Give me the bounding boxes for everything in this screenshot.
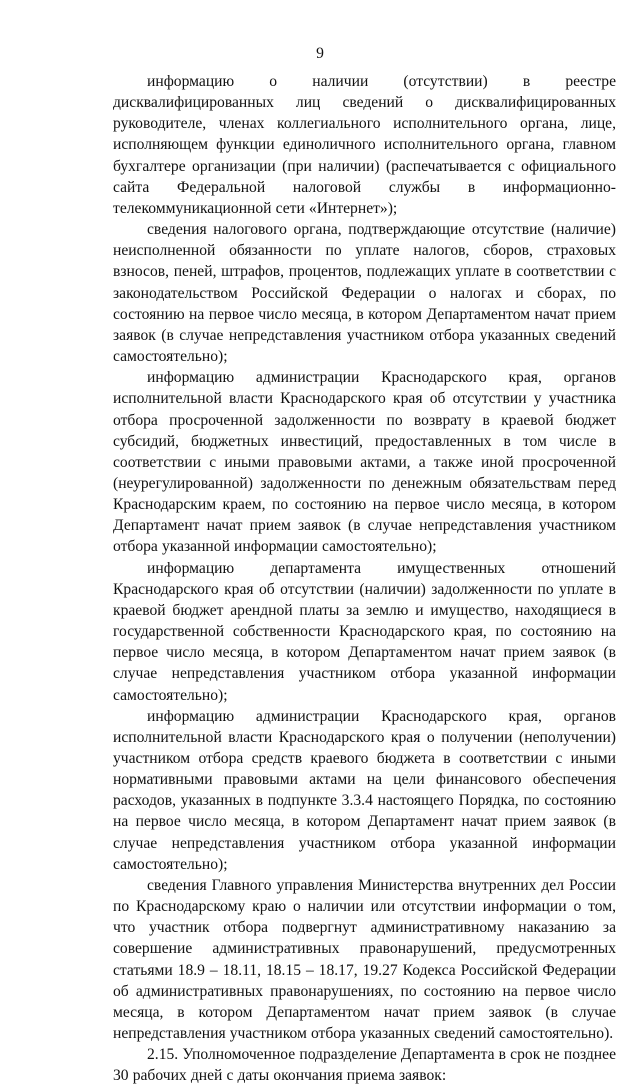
paragraph-overdue-debt: информацию администрации Краснодарского края, органов исполнительной власти Краснодарского края об отсутствии у участника отбора просроченной задолженности по возврату в краевой бюджет субсидий, бюджетных инвестиций, предоставленных в том числе в соответствии с иными правовыми актами, а также иной просроченной (неурегулированной) задолженности по денежным обязательствам перед Краснодарским краем, по состоянию на первое число месяца, в котором Департамент начат прием заявок (в случае непредставления участником отбора указанной информации самостоятельно); xyxy=(113,369,616,556)
paragraph-tax-authority: сведения налогового органа, подтверждающие отсутствие (наличие) неисполненной обязанности по уплате налогов, сборов, страховых взносов, пеней, штрафов, процентов, подлежащих уплате в соответствии с законодательством Российской Федерации о налогах и сборах, по состоянию на первое число месяца, в котором Департаментом начат прием заявок (в случае непредставления участником отбора указанных сведений самостоятельно); xyxy=(113,221,616,366)
paragraph-clause-2-15: 2.15. Уполномоченное подразделение Департамента в срок не позднее 30 рабочих дней с даты окончания приема заявок: xyxy=(113,1046,616,1085)
paragraph-interior-ministry: сведения Главного управления Министерства внутренних дел России по Краснодарскому краю о наличии или отсутствии информации о том, что участник отбора подвергнут административному наказанию за совершение административных правонарушений, предусмотренных статьями 18.9 – 18.11, 18.15 – 18.17, 19.27 Кодекса Российской Федерации об административных правонарушениях, по состоянию на первое число месяца, в котором Департаментом начат прием заявок (в случае непредставления участником отбора указанных сведений самостоятельно). xyxy=(113,876,616,1043)
paragraph-property-relations: информацию департамента имущественных отношений Краснодарского края об отсутствии (наличии) задолженности по уплате в краевой бюджет арендной платы за землю и имущество, находящиеся в государственной собственности Краснодарского края, по состоянию на первое число месяца, в котором Департаментом начат прием заявок (в случае непредставления участником отбора указанной информации самостоятельно); xyxy=(113,559,616,704)
paragraph-budget-funds: информацию администрации Краснодарского края, органов исполнительной власти Краснодарского края о получении (неполучении) участником отбора средств краевого бюджета в соответствии с иными нормативными правовыми актами на цели финансового обеспечения расходов, указанных в подпункте 3.3.4 настоящего Порядка, по состоянию на первое число месяца, в котором Департамент начат прием заявок (в случае непредставления участником отбора указанной информации самостоятельно); xyxy=(113,707,616,873)
document-body xyxy=(113,71,616,1087)
paragraph-disqualified-registry: информацию о наличии (отсутствии) в реестре дисквалифицированных лиц сведений о дисквалифицированных руководителе, членах коллегиального исполнительного органа, лице, исполняющем функции единоличного исполнительного органа, главном бухгалтере организации (при наличии) (распечатывается с официального сайта Федеральной налоговой службы в информационно-телекоммуникационной сети «Интернет»); xyxy=(113,73,616,217)
page-number: 9 xyxy=(316,45,324,62)
